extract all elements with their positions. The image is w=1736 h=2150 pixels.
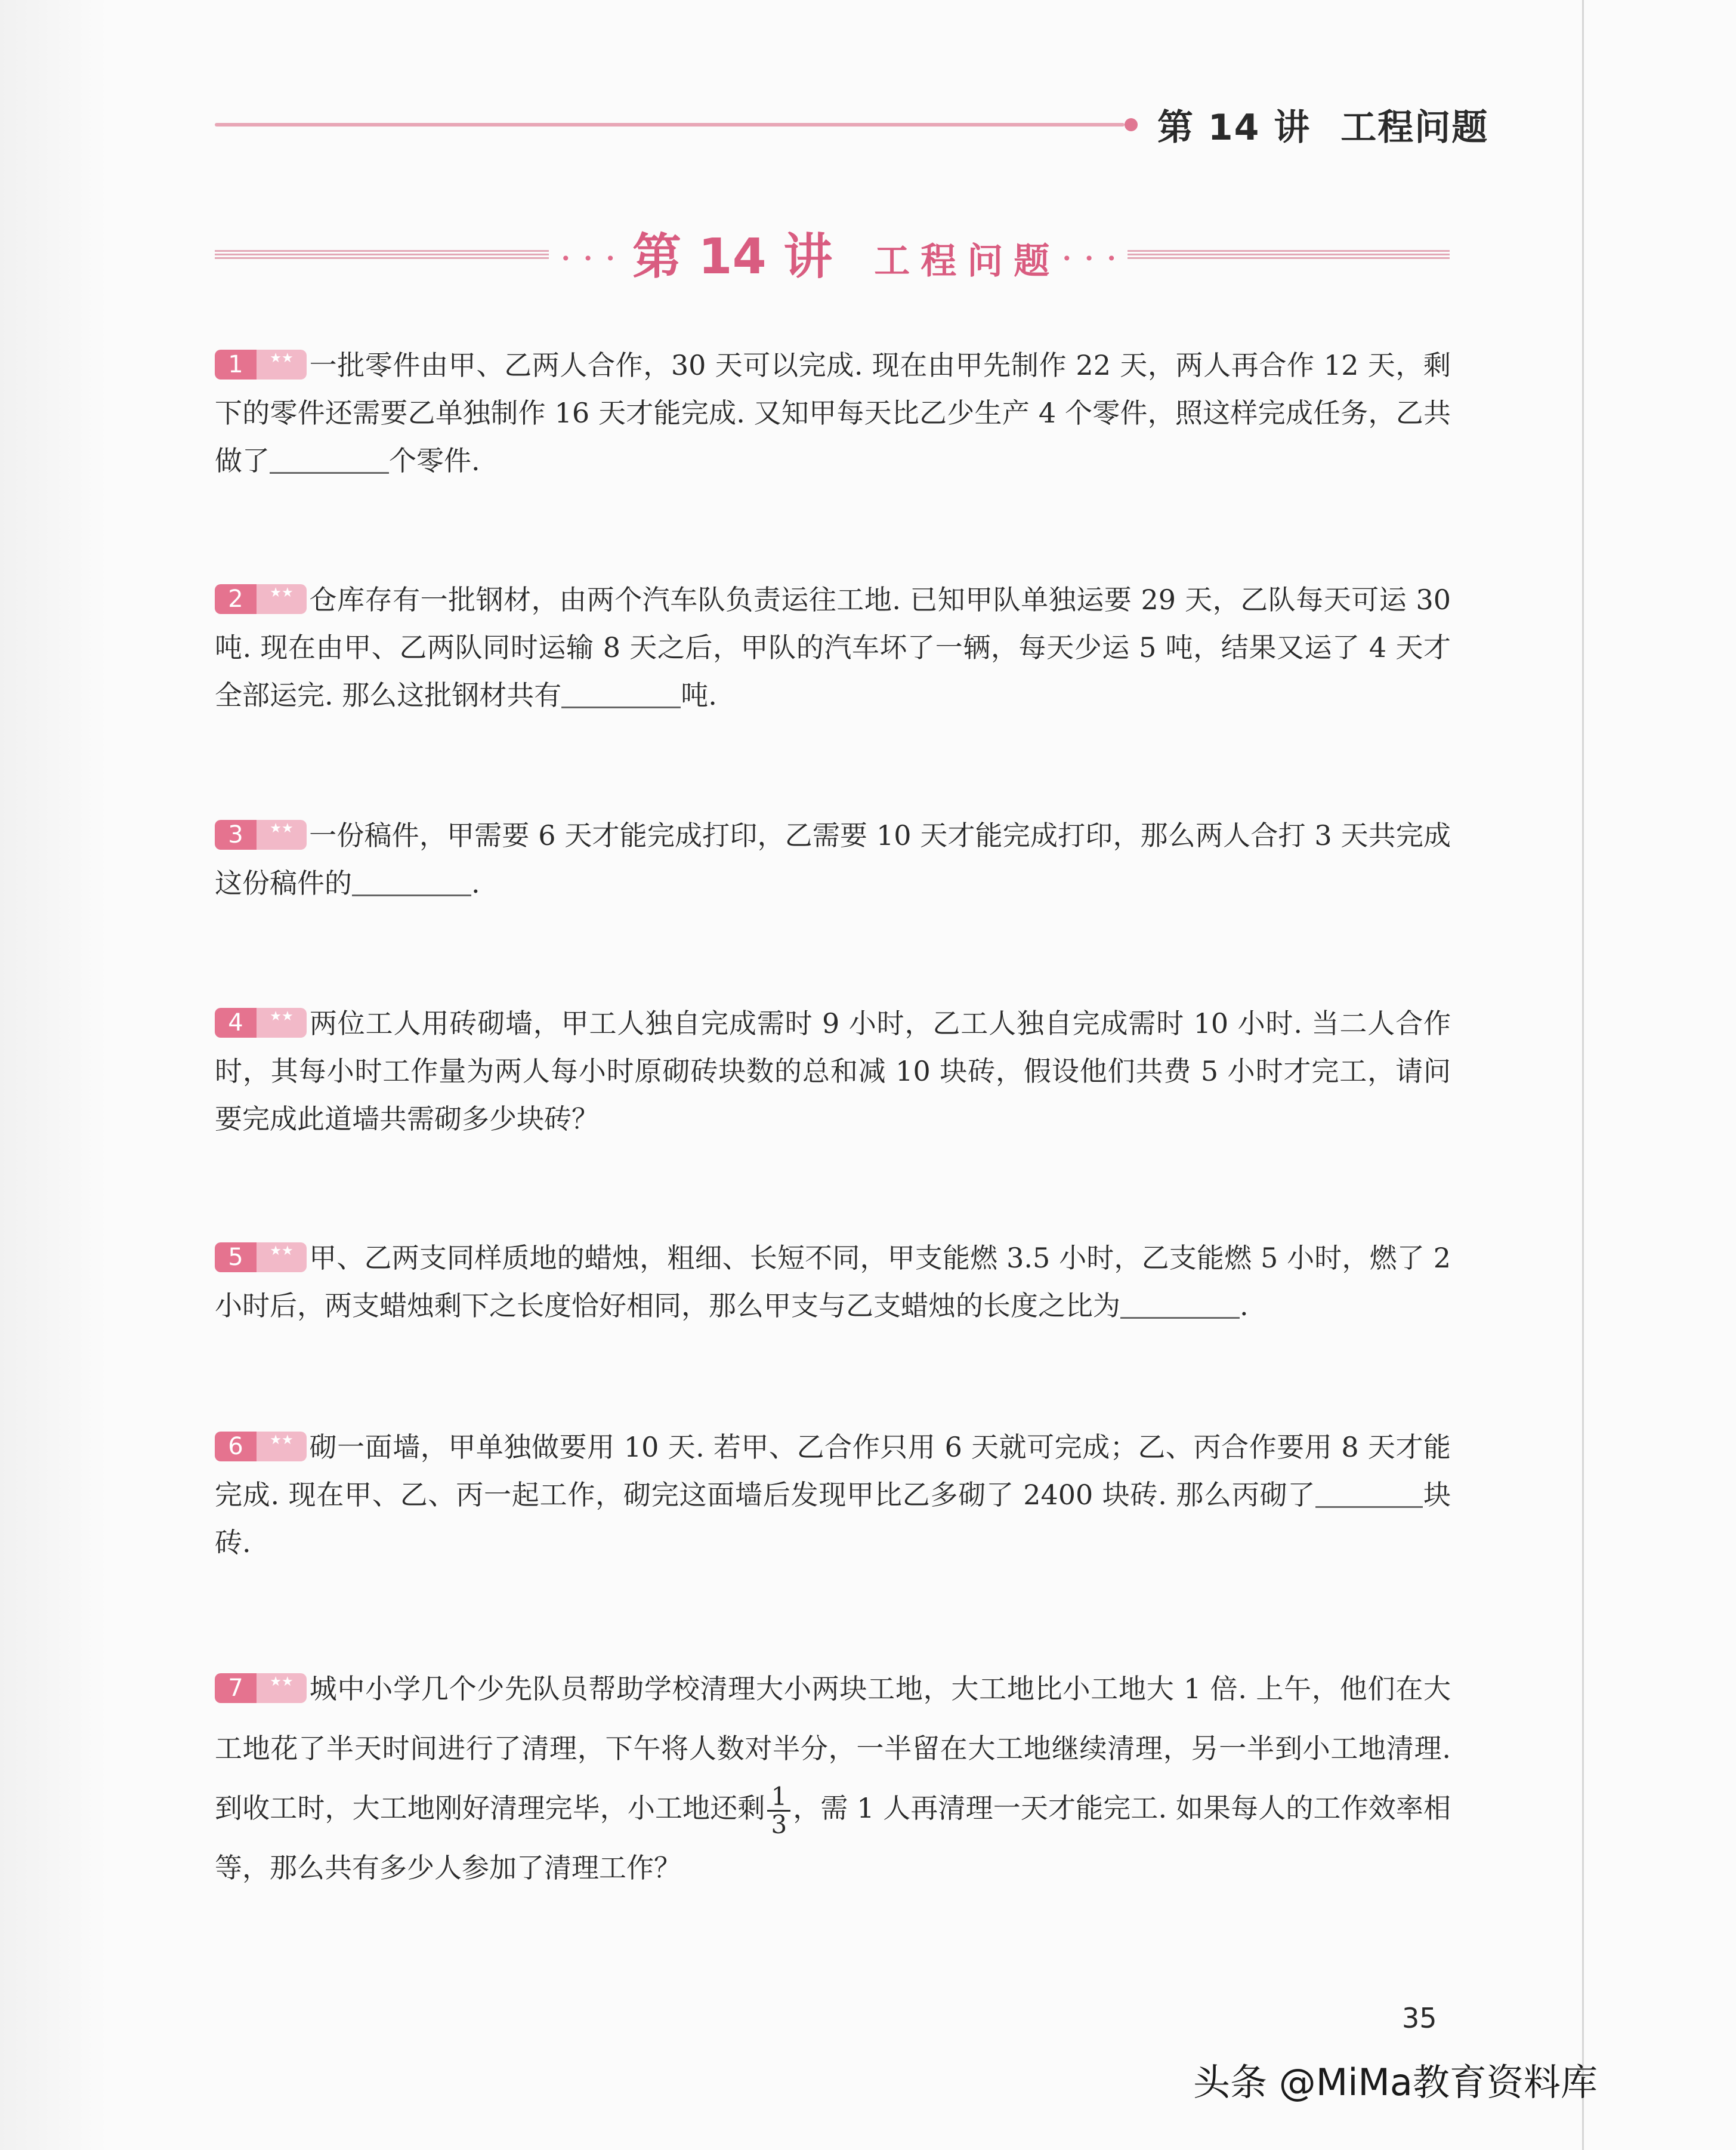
difficulty-badge — [215, 1242, 307, 1272]
problem-stem-end: 块砖. — [215, 1479, 1451, 1559]
problem-7 — [215, 1659, 1451, 1898]
problem-4 — [215, 1000, 1451, 1143]
stars-icon: ★★ — [257, 350, 307, 380]
problem-1 — [215, 341, 1451, 485]
answer-blank[interactable] — [270, 445, 389, 474]
problem-stem: 城中小学几个少先队员帮助学校清理大小两块工地，大工地比小工地大 1 倍. 上午，他们在大工地花了半天时间进行了清理，下午将人数对半分，一半留在大工地继续清理，另一半到小工地清理. 到收工时，大工地刚好清理完毕，小工地还剩 — [215, 1673, 1451, 1824]
answer-blank[interactable] — [1120, 1290, 1240, 1319]
running-header-topic: 工程问题 — [1340, 107, 1489, 149]
answer-blank[interactable] — [1315, 1479, 1423, 1508]
header-rule — [215, 123, 1125, 127]
problem-stem: 甲、乙两支同样质地的蜡烛，粗细、长短不同，甲支能燃 3.5 小时，乙支能燃 5 小时，燃了 2 小时后，两支蜡烛剩下之长度恰好相同，那么甲支与乙支蜡烛的长度之比为 — [215, 1242, 1451, 1322]
problem-6 — [215, 1423, 1451, 1566]
answer-blank[interactable] — [561, 679, 681, 708]
problem-number: 2 — [215, 584, 257, 614]
problem-stem-end: 吨. — [681, 679, 717, 711]
stars-icon: ★★ — [257, 1242, 307, 1272]
difficulty-badge — [215, 1008, 307, 1038]
problem-stem-end: . — [1240, 1290, 1249, 1322]
chapter-lecture: 第 14 讲 — [632, 229, 833, 285]
header-dot-icon — [1125, 118, 1138, 131]
problem-3 — [215, 812, 1451, 907]
chapter-rule-right — [1128, 250, 1450, 260]
problem-stem: 一份稿件，甲需要 6 天才能完成打印，乙需要 10 天才能完成打印，那么两人合打 3 天共完成这份稿件的 — [215, 819, 1451, 899]
chapter-topic: 工程问题 — [874, 240, 1061, 282]
problem-stem: 两位工人用砖砌墙，甲工人独自完成需时 9 小时，乙工人独自完成需时 10 小时. 当二人合作时，其每小时工作量为两人每小时原砌砖块数的总和减 10 块砖，假设他们共费 5 小时才完工，请问要完成此道墙共需砌多少块砖？ — [215, 1007, 1451, 1135]
problem-text — [215, 1659, 1451, 1898]
page-edge-shadow — [0, 0, 107, 2150]
chapter-heading — [215, 212, 1450, 289]
stars-icon: ★★ — [257, 820, 307, 850]
difficulty-badge — [215, 1432, 307, 1461]
stars-icon: ★★ — [257, 1432, 307, 1461]
fraction-denominator: 3 — [771, 1809, 787, 1839]
problem-stem: 一批零件由甲、乙两人合作，30 天可以完成. 现在由甲先制作 22 天，两人再合作 12 天，剩下的零件还需要乙单独制作 16 天才能完成. 又知甲每天比乙少生产 4 个零件，照这样完成任务，乙共做了 — [215, 349, 1451, 477]
page-edge-line — [1582, 0, 1584, 2150]
problem-number: 1 — [215, 350, 257, 380]
problem-number: 3 — [215, 820, 257, 850]
chapter-dots-left: • • • — [561, 249, 619, 269]
stars-icon: ★★ — [257, 584, 307, 614]
problem-5 — [215, 1234, 1451, 1330]
running-header-title — [1157, 99, 1488, 150]
difficulty-badge — [215, 1673, 307, 1703]
problem-2 — [215, 576, 1451, 719]
problem-text — [215, 1234, 1451, 1330]
problem-text — [215, 1423, 1451, 1566]
fraction — [767, 1781, 790, 1839]
chapter-title — [632, 218, 1060, 288]
difficulty-badge — [215, 584, 307, 614]
fraction-numerator: 1 — [767, 1784, 790, 1812]
stars-icon: ★★ — [257, 1008, 307, 1038]
answer-blank[interactable] — [352, 867, 471, 896]
watermark-text: 头条 @MiMa教育资料库 — [1193, 2060, 1598, 2104]
problem-text — [215, 1000, 1451, 1143]
chapter-rule-left — [215, 250, 549, 260]
problem-number: 6 — [215, 1432, 257, 1461]
problem-stem: 仓库存有一批钢材，由两个汽车队负责运往工地. 已知甲队单独运要 29 天，乙队每天可运 30 吨. 现在由甲、乙两队同时运输 8 天之后，甲队的汽车坏了一辆，每天少运 5 吨，结果又运了 4 天才全部运完. 那么这批钢材共有 — [215, 584, 1451, 711]
problem-text — [215, 341, 1451, 485]
page-number: 35 — [1402, 2002, 1437, 2034]
problem-stem-end: . — [471, 867, 480, 899]
problem-number: 7 — [215, 1673, 257, 1703]
problem-number: 4 — [215, 1008, 257, 1038]
difficulty-badge — [215, 820, 307, 850]
problem-number: 5 — [215, 1242, 257, 1272]
running-header-lecture: 第 14 讲 — [1157, 107, 1311, 149]
running-header — [215, 95, 1489, 149]
difficulty-badge — [215, 350, 307, 380]
problem-text — [215, 576, 1451, 719]
problem-stem: 砌一面墙，甲单独做要用 10 天. 若甲、乙合作只用 6 天就可完成；乙、丙合作要用 8 天才能完成. 现在甲、乙、丙一起工作，砌完这面墙后发现甲比乙多砌了 2400 块砖. 那么丙砌了 — [215, 1431, 1451, 1511]
problem-stem-end: ，需 1 人再清理一天才能完工. 如果每人的工作效率相等，那么共有多少人参加了清理工作？ — [215, 1792, 1451, 1884]
problem-text — [215, 812, 1451, 907]
problem-stem-end: 个零件. — [389, 445, 480, 477]
chapter-dots-right: • • • — [1062, 249, 1120, 269]
stars-icon: ★★ — [257, 1673, 307, 1703]
